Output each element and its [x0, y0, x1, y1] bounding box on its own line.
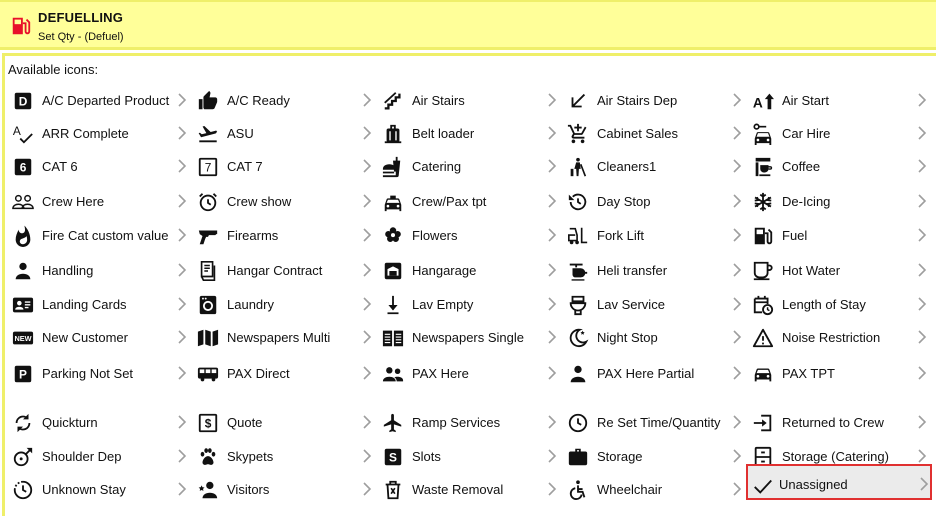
- chevron-right-icon: [732, 261, 742, 279]
- icon-option-catering[interactable]: [378, 150, 563, 182]
- trash-icon: [382, 479, 404, 501]
- wheelchair-icon: [567, 479, 589, 501]
- hangar-icon: [382, 260, 404, 282]
- icon-option-label: Crew Here: [42, 194, 105, 209]
- svg-text:P: P: [19, 367, 27, 382]
- icon-option-label: PAX Here Partial: [597, 366, 695, 381]
- alarm-clock-icon: [197, 191, 219, 213]
- icon-option-label: CAT 6: [42, 159, 78, 174]
- icon-option-arr-complete[interactable]: [8, 117, 193, 149]
- newspaper-icon: [382, 327, 404, 349]
- chevron-right-icon: [547, 91, 557, 109]
- icon-option-label: Waste Removal: [412, 482, 504, 497]
- icon-option-a-c-departed-product[interactable]: [8, 84, 193, 116]
- available-icons-label: Available icons:: [8, 62, 99, 77]
- chevron-right-icon: [547, 447, 557, 465]
- icon-option-de-icing[interactable]: [748, 185, 933, 217]
- icon-option-landing-cards[interactable]: [8, 288, 193, 320]
- chevron-right-icon: [177, 124, 187, 142]
- icon-option-lav-empty[interactable]: [378, 288, 563, 320]
- icon-option-label: Air Start: [782, 93, 829, 108]
- icon-option-heli-transfer[interactable]: [563, 254, 748, 286]
- chevron-right-icon: [917, 261, 927, 279]
- seven-outline-icon: [197, 156, 219, 178]
- icon-option-asu[interactable]: [193, 117, 378, 149]
- icon-option-pax-here[interactable]: [378, 357, 563, 389]
- chevron-right-icon: [362, 124, 372, 142]
- login-box-icon: [752, 412, 774, 434]
- icon-option-label: Parking Not Set: [42, 366, 134, 381]
- icon-option-air-stairs[interactable]: [378, 84, 563, 116]
- toilet-icon: [567, 294, 589, 316]
- icon-option-label: ARR Complete: [42, 126, 129, 141]
- icon-option-pax-direct[interactable]: [193, 357, 378, 389]
- icon-option-label: CAT 7: [227, 159, 263, 174]
- cleaner-icon: [567, 156, 589, 178]
- moon-icon: [567, 327, 589, 349]
- icon-option-storage[interactable]: [563, 440, 748, 472]
- icon-option-slots[interactable]: [378, 440, 563, 472]
- person-icon: [12, 260, 34, 282]
- chevron-right-icon: [177, 480, 187, 498]
- page-title: DEFUELLING: [38, 10, 124, 25]
- chevron-right-icon: [362, 364, 372, 382]
- chevron-right-icon: [362, 157, 372, 175]
- stairs-icon: [382, 90, 404, 112]
- icon-option-crew-here[interactable]: [8, 185, 193, 217]
- icon-option-cat-6[interactable]: [8, 150, 193, 182]
- chevron-right-icon: [177, 192, 187, 210]
- icon-option-cat-7[interactable]: [193, 150, 378, 182]
- icon-option-label: Belt loader: [412, 126, 475, 141]
- id-card-icon: [12, 294, 34, 316]
- coffee-maker-icon: [752, 156, 774, 178]
- people-outline-icon: [12, 191, 34, 213]
- icon-option-pax-here-partial[interactable]: [563, 357, 748, 389]
- icon-option-label: Storage (Catering): [782, 449, 889, 464]
- icon-option-label: Lav Empty: [412, 297, 474, 312]
- icon-option-label: Coffee: [782, 159, 821, 174]
- chevron-right-icon: [362, 447, 372, 465]
- icon-option-label: Landing Cards: [42, 297, 127, 312]
- icon-option-car-hire[interactable]: [748, 117, 933, 149]
- icon-option-a-c-ready[interactable]: [193, 84, 378, 116]
- chevron-right-icon: [177, 226, 187, 244]
- luggage-icon: [382, 123, 404, 145]
- chevron-right-icon: [547, 364, 557, 382]
- icon-option-label: Ramp Services: [412, 415, 501, 430]
- icon-option-label: Cabinet Sales: [597, 126, 678, 141]
- icon-option-parking-not-set[interactable]: [8, 357, 193, 389]
- checkmark-icon: [752, 475, 774, 497]
- icon-option-returned-to-crew[interactable]: [748, 406, 933, 438]
- icon-option-crew-pax-tpt[interactable]: [378, 185, 563, 217]
- icon-option-label: ASU: [227, 126, 254, 141]
- icon-option-new-customer[interactable]: [8, 321, 193, 353]
- chevron-right-icon: [362, 226, 372, 244]
- icon-option-belt-loader[interactable]: [378, 117, 563, 149]
- chevron-right-icon: [917, 413, 927, 431]
- car-key-icon: [752, 123, 774, 145]
- icon-option-skypets[interactable]: [193, 440, 378, 472]
- icon-option-unassigned[interactable]: [746, 464, 932, 500]
- icon-option-label: Handling: [42, 263, 94, 278]
- new-badge-icon: [12, 327, 34, 349]
- icon-option-label: Fire Cat custom value: [42, 228, 169, 243]
- chevron-right-icon: [547, 157, 557, 175]
- chevron-right-icon: [362, 261, 372, 279]
- food-drink-icon: [382, 156, 404, 178]
- chevron-right-icon: [362, 480, 372, 498]
- header-bar: [0, 0, 936, 50]
- svg-text:6: 6: [19, 160, 27, 175]
- d-square-icon: [12, 90, 34, 112]
- icon-option-fuel[interactable]: [748, 219, 933, 251]
- icon-option-newspapers-multi[interactable]: [193, 321, 378, 353]
- arrow-down-bar-icon: [382, 294, 404, 316]
- icon-option-unknown-stay[interactable]: [8, 473, 193, 505]
- spellcheck-icon: [12, 123, 34, 145]
- icon-option-label: A/C Ready: [227, 93, 290, 108]
- chevron-right-icon: [732, 157, 742, 175]
- icon-option-label: PAX Direct: [227, 366, 290, 381]
- chevron-right-icon: [177, 364, 187, 382]
- cart-plus-icon: [567, 123, 589, 145]
- paw-icon: [197, 446, 219, 468]
- chevron-right-icon: [177, 413, 187, 431]
- icon-option-label: Fuel: [782, 228, 808, 243]
- warning-icon: [752, 327, 774, 349]
- chevron-right-icon: [547, 226, 557, 244]
- chevron-right-icon: [732, 364, 742, 382]
- helicopter-icon: [567, 260, 589, 282]
- icon-option-label: Re Set Time/Quantity: [597, 415, 721, 430]
- icon-option-label: Crew/Pax tpt: [412, 194, 487, 209]
- icon-option-label: Length of Stay: [782, 297, 866, 312]
- icon-option-label: Firearms: [227, 228, 279, 243]
- chevron-right-icon: [732, 91, 742, 109]
- icon-option-label: Air Stairs: [412, 93, 465, 108]
- icon-option-label: Car Hire: [782, 126, 831, 141]
- icon-option-hot-water[interactable]: [748, 254, 933, 286]
- icon-option-day-stop[interactable]: [563, 185, 748, 217]
- fire-icon: [12, 225, 34, 247]
- forklift-icon: [567, 225, 589, 247]
- pistol-icon: [197, 225, 219, 247]
- icon-option-label: New Customer: [42, 330, 128, 345]
- icon-option-label: Newspapers Single: [412, 330, 525, 345]
- chevron-right-icon: [917, 192, 927, 210]
- chevron-right-icon: [917, 364, 927, 382]
- chevron-right-icon: [917, 295, 927, 313]
- car-icon: [752, 363, 774, 385]
- arrow-down-left-icon: [567, 90, 589, 112]
- chevron-right-icon: [547, 413, 557, 431]
- s-square-icon: [382, 446, 404, 468]
- icon-option-air-start[interactable]: [748, 84, 933, 116]
- chevron-right-icon: [917, 124, 927, 142]
- chevron-right-icon: [177, 261, 187, 279]
- fuel-pump-icon: [752, 225, 774, 247]
- chevron-right-icon: [732, 413, 742, 431]
- icon-option-lav-service[interactable]: [563, 288, 748, 320]
- icon-option-pax-tpt[interactable]: [748, 357, 933, 389]
- page-subtitle: Set Qty - (Defuel): [38, 31, 124, 43]
- map-book-icon: [197, 327, 219, 349]
- icon-option-fire-cat-custom-value[interactable]: [8, 219, 193, 251]
- icon-option-length-of-stay[interactable]: [748, 288, 933, 320]
- person-partial-icon: [567, 363, 589, 385]
- parking-icon: [12, 363, 34, 385]
- thumbs-up-icon: [197, 90, 219, 112]
- chevron-right-icon: [732, 295, 742, 313]
- icon-option-label: Skypets: [227, 449, 274, 464]
- icon-option-laundry[interactable]: [193, 288, 378, 320]
- icon-option-shoulder-dep[interactable]: [8, 440, 193, 472]
- icon-option-re-set-time-quantity[interactable]: [563, 406, 748, 438]
- icon-option-hangar-contract[interactable]: [193, 254, 378, 286]
- icon-option-label: Visitors: [227, 482, 270, 497]
- a-up-arrow-icon: [752, 90, 774, 112]
- icon-option-crew-show[interactable]: [193, 185, 378, 217]
- icon-option-hangarage[interactable]: [378, 254, 563, 286]
- icon-option-label: Hot Water: [782, 263, 841, 278]
- icon-option-fork-lift[interactable]: [563, 219, 748, 251]
- washing-machine-icon: [197, 294, 219, 316]
- icon-option-label: Night Stop: [597, 330, 658, 345]
- taxi-icon: [382, 191, 404, 213]
- timer-arrow-icon: [12, 446, 34, 468]
- icon-option-label: De-Icing: [782, 194, 831, 209]
- chevron-right-icon: [917, 91, 927, 109]
- chevron-right-icon: [919, 475, 929, 493]
- chevron-right-icon: [362, 413, 372, 431]
- icon-option-label: Shoulder Dep: [42, 449, 122, 464]
- chevron-right-icon: [732, 192, 742, 210]
- icon-option-handling[interactable]: [8, 254, 193, 286]
- icon-option-label: Heli transfer: [597, 263, 668, 278]
- chevron-right-icon: [177, 157, 187, 175]
- chevron-right-icon: [362, 328, 372, 346]
- chevron-right-icon: [547, 328, 557, 346]
- icon-option-label: Storage: [597, 449, 643, 464]
- icon-option-label: Day Stop: [597, 194, 651, 209]
- svg-text:A: A: [12, 123, 21, 138]
- icon-option-quote[interactable]: [193, 406, 378, 438]
- svg-text:S: S: [389, 450, 397, 465]
- dollar-box-icon: [197, 412, 219, 434]
- icon-option-firearms[interactable]: [193, 219, 378, 251]
- icon-option-label: Wheelchair: [597, 482, 663, 497]
- chevron-right-icon: [732, 480, 742, 498]
- chevron-right-icon: [732, 124, 742, 142]
- icon-option-quickturn[interactable]: [8, 406, 193, 438]
- clock-dashed-icon: [12, 479, 34, 501]
- icon-option-coffee[interactable]: [748, 150, 933, 182]
- svg-text:D: D: [18, 94, 28, 109]
- svg-text:A: A: [752, 95, 763, 111]
- icon-option-label: A/C Departed Product: [42, 93, 170, 108]
- icon-option-label: Newspapers Multi: [227, 330, 331, 345]
- flower-icon: [382, 225, 404, 247]
- icon-option-label: Quote: [227, 415, 263, 430]
- chevron-right-icon: [362, 91, 372, 109]
- restore-icon: [567, 191, 589, 213]
- cup-icon: [752, 260, 774, 282]
- chevron-right-icon: [547, 124, 557, 142]
- chevron-right-icon: [547, 192, 557, 210]
- calendar-clock-icon: [752, 294, 774, 316]
- chevron-right-icon: [177, 295, 187, 313]
- icon-option-label: Flowers: [412, 228, 458, 243]
- icon-option-flowers[interactable]: [378, 219, 563, 251]
- icon-option-label: Catering: [412, 159, 462, 174]
- clock-icon: [567, 412, 589, 434]
- chevron-right-icon: [917, 157, 927, 175]
- chevron-right-icon: [917, 328, 927, 346]
- chevron-right-icon: [917, 226, 927, 244]
- six-square-icon: [12, 156, 34, 178]
- icon-option-label: Cleaners1: [597, 159, 657, 174]
- chevron-right-icon: [362, 295, 372, 313]
- svg-text:NEW: NEW: [14, 334, 32, 344]
- svg-text:$: $: [204, 416, 212, 431]
- sync-icon: [12, 412, 34, 434]
- chevron-right-icon: [177, 328, 187, 346]
- airplane-icon: [382, 412, 404, 434]
- chevron-right-icon: [917, 447, 927, 465]
- chevron-right-icon: [732, 328, 742, 346]
- icon-option-noise-restriction[interactable]: [748, 321, 933, 353]
- icon-option-cleaners1[interactable]: [563, 150, 748, 182]
- chevron-right-icon: [732, 226, 742, 244]
- bus-icon: [197, 363, 219, 385]
- icon-option-label: Fork Lift: [597, 228, 644, 243]
- group-icon: [382, 363, 404, 385]
- icon-option-label: Crew show: [227, 194, 292, 209]
- chevron-right-icon: [177, 91, 187, 109]
- svg-text:7: 7: [204, 160, 212, 175]
- icon-option-label: PAX TPT: [782, 366, 835, 381]
- chevron-right-icon: [362, 192, 372, 210]
- icon-option-label: Noise Restriction: [782, 330, 881, 345]
- chevron-right-icon: [547, 261, 557, 279]
- contract-icon: [197, 260, 219, 282]
- icon-option-cabinet-sales[interactable]: [563, 117, 748, 149]
- icon-option-label: Lav Service: [597, 297, 665, 312]
- chevron-right-icon: [547, 295, 557, 313]
- fuel-pump-icon: [10, 14, 32, 38]
- chevron-right-icon: [547, 480, 557, 498]
- icon-option-newspapers-single[interactable]: [378, 321, 563, 353]
- icon-option-wheelchair[interactable]: [563, 473, 748, 505]
- icon-option-label: Laundry: [227, 297, 274, 312]
- person-star-icon: [197, 479, 219, 501]
- icon-option-label: Quickturn: [42, 415, 98, 430]
- chevron-right-icon: [732, 447, 742, 465]
- icon-option-waste-removal[interactable]: [378, 473, 563, 505]
- icon-option-label: Hangarage: [412, 263, 477, 278]
- icon-option-label: Air Stairs Dep: [597, 93, 678, 108]
- briefcase-icon: [567, 446, 589, 468]
- icon-option-ramp-services[interactable]: [378, 406, 563, 438]
- icon-option-label: Unknown Stay: [42, 482, 126, 497]
- icon-option-label: Hangar Contract: [227, 263, 323, 278]
- icon-option-visitors[interactable]: [193, 473, 378, 505]
- icon-option-night-stop[interactable]: [563, 321, 748, 353]
- icon-option-label: Returned to Crew: [782, 415, 884, 430]
- snowflake-icon: [752, 191, 774, 213]
- chevron-right-icon: [177, 447, 187, 465]
- plane-takeoff-icon: [197, 123, 219, 145]
- icon-option-air-stairs-dep[interactable]: [563, 84, 748, 116]
- icon-option-label: PAX Here: [412, 366, 469, 381]
- icon-option-label: Slots: [412, 449, 441, 464]
- icon-option-label: Unassigned: [779, 477, 848, 492]
